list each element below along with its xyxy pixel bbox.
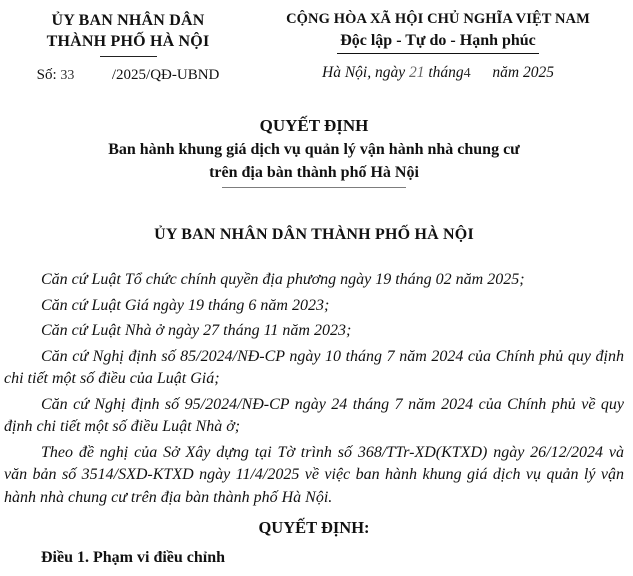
recital-paragraph: Theo đề nghị của Sở Xây dựng tại Tờ trình số 368/TTr-XD(KTXD) ngày 26/12/2024 và văn bản số 3514/SXD-KTXD ngày 11/4/2025 về việc ban hành khung giá dịch vụ quản lý vận hành nhà chung cư trên địa bàn thành phố Hà Nội. — [4, 443, 624, 506]
document-type-title: QUYẾT ĐỊNH — [259, 116, 369, 135]
document-number-suffix: /2025/QĐ-UBND — [111, 67, 220, 83]
document-number-line — [4, 64, 252, 87]
issuing-body-block — [4, 10, 252, 87]
place-date-line — [252, 62, 624, 85]
authority-heading: ỦY BAN NHÂN DÂN THÀNH PHỐ HÀ NỘI — [154, 226, 474, 243]
recital-paragraph: Căn cứ Nghị định số 95/2024/NĐ-CP ngày 24 tháng 7 năm 2024 của Chính phủ về quy định chi tiết một số điều Luật Nhà ở; — [4, 395, 624, 435]
issuing-body-divider — [100, 56, 157, 57]
date-month-label: tháng — [428, 64, 464, 81]
recital-paragraph: Căn cứ Luật Nhà ở ngày 27 tháng 11 năm 2023; — [41, 322, 352, 339]
date-day: 21 — [408, 64, 425, 81]
motto-line2: Độc lập - Tự do - Hạnh phúc — [337, 30, 539, 54]
issuing-body-line1: ỦY BAN NHÂN DÂN — [51, 12, 205, 29]
recital-paragraph: Căn cứ Nghị định số 85/2024/NĐ-CP ngày 10 tháng 7 năm 2024 của Chính phủ quy định chi tiết một số điều của Luật Giá; — [4, 347, 624, 387]
issuing-body-line2: THÀNH PHỐ HÀ NỘI — [46, 33, 210, 50]
title-subject-line1: Ban hành khung giá dịch vụ quản lý vận hành nhà chung cư — [108, 141, 520, 158]
enacting-clause: QUYẾT ĐỊNH: — [258, 518, 370, 537]
date-year-label: năm 2025 — [492, 64, 554, 81]
document-number-value: 33 — [60, 68, 75, 83]
date-month: 4 — [463, 66, 471, 81]
title-underline — [222, 187, 406, 188]
recitals-section — [4, 269, 624, 509]
document-number-label: Số: — [36, 67, 57, 83]
national-motto-block — [252, 10, 624, 85]
article-1-heading: Điều 1. Phạm vi điều chỉnh — [41, 549, 226, 566]
motto-line1: CỘNG HÒA XÃ HỘI CHỦ NGHĨA VIỆT NAM — [286, 11, 590, 27]
recital-paragraph: Căn cứ Luật Tổ chức chính quyền địa phương ngày 19 tháng 02 năm 2025; — [41, 271, 525, 288]
title-subject-line2: trên địa bàn thành phố Hà Nội — [209, 164, 419, 181]
date-prefix: Hà Nội, ngày — [322, 64, 406, 81]
recital-paragraph: Căn cứ Luật Giá ngày 19 tháng 6 năm 2023; — [41, 296, 330, 314]
document-header — [4, 10, 624, 87]
title-block — [4, 114, 624, 188]
